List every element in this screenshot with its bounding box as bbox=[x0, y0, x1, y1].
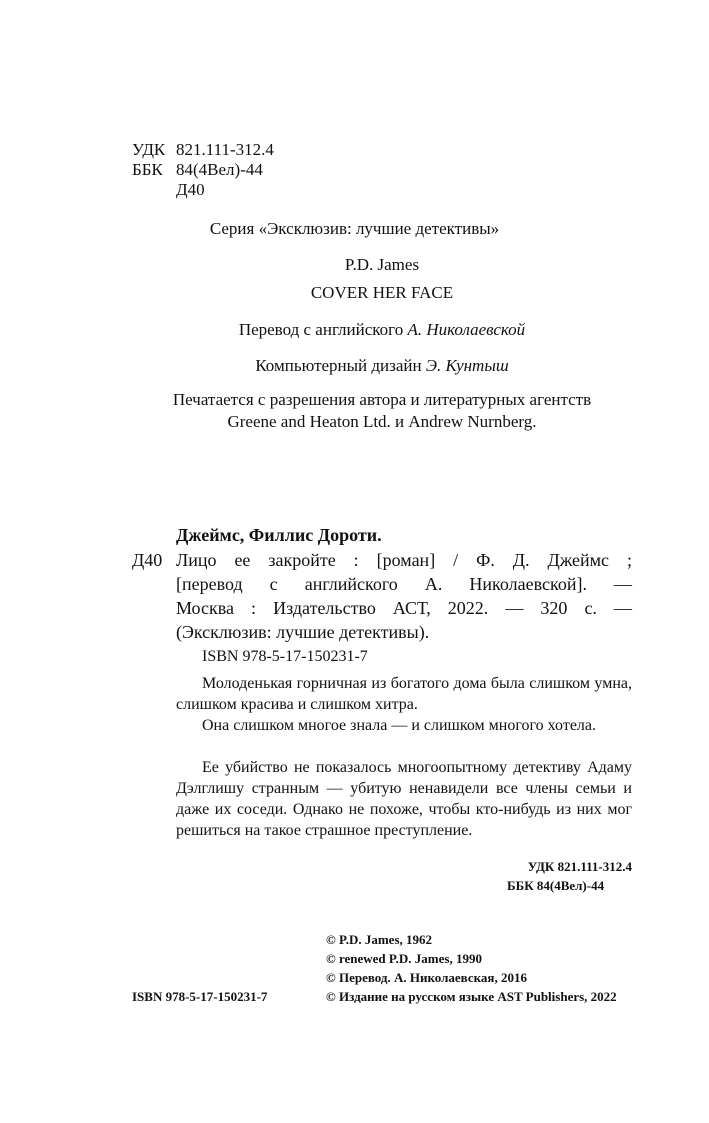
designer-name: Э. Кунтыш bbox=[425, 356, 509, 375]
original-title: COVER HER FACE bbox=[310, 283, 454, 302]
catalog-author-heading: Джеймс, Филлис Дороти. bbox=[176, 525, 382, 545]
annotation-paragraph-2: Она слишком многое знала — и слишком многого хотела. bbox=[202, 717, 597, 734]
copyright-line-3: © Перевод. А. Николаевская, 2016 bbox=[326, 970, 527, 985]
annotation-paragraph-3: Ее убийство не показалось многоопытному детективу Адаму Дэлглишу странным — убитую ненавидели все члены семьи и даже их соседи. Однако не похоже, чтобы кто-нибудь из них мог решиться на такое страшное преступление. bbox=[176, 759, 632, 839]
catalog-entry-line-4: (Эксклюзив: лучшие детективы). bbox=[176, 622, 430, 642]
bbk-label: ББК bbox=[132, 160, 163, 179]
original-author: P.D. James bbox=[344, 255, 420, 274]
translator-name: А. Николаевской bbox=[407, 320, 526, 339]
bbk-line bbox=[132, 160, 263, 180]
catalog-entry-line-1: Лицо ее закройте : [роман] / Ф. Д. Джеймс ; bbox=[176, 550, 632, 570]
udk-value: 821.111-312.4 bbox=[176, 140, 274, 159]
catalog-mark: Д40 bbox=[132, 550, 163, 570]
author-mark: Д40 bbox=[176, 180, 205, 199]
design-prefix: Компьютерный дизайн bbox=[255, 356, 422, 375]
design-line bbox=[0, 356, 709, 376]
bbk-repeat: ББК 84(4Вел)-44 bbox=[507, 878, 605, 893]
annotation-paragraph-1: Молоденькая горничная из богатого дома была слишком умна, слишком красива и слишком хитра. bbox=[176, 675, 632, 713]
permission-line-1: Печатается с разрешения автора и литературных агентств bbox=[172, 390, 592, 409]
copyright-line-2: © renewed P.D. James, 1990 bbox=[326, 951, 482, 966]
udk-label: УДК bbox=[132, 140, 166, 159]
udk-line bbox=[132, 140, 274, 160]
catalog-entry-line-3: Москва : Издательство АСТ, 2022. — 320 с. — bbox=[176, 598, 632, 618]
bbk-value: 84(4Вел)-44 bbox=[176, 160, 263, 179]
catalog-entry-line-2: [перевод с английского А. Николаевской]. — bbox=[176, 574, 632, 594]
udk-repeat: УДК 821.111-312.4 bbox=[527, 859, 632, 874]
copyright-line-4: © Издание на русском языке AST Publishers, 2022 bbox=[326, 989, 617, 1004]
copyright-line-1: © P.D. James, 1962 bbox=[326, 932, 433, 947]
series-line: Серия «Эксклюзив: лучшие детективы» bbox=[209, 219, 500, 238]
translation-prefix: Перевод с английского bbox=[238, 320, 404, 339]
catalog-isbn: ISBN 978-5-17-150231-7 bbox=[202, 648, 368, 665]
permission-line-2: Greene and Heaton Ltd. и Andrew Nurnberg. bbox=[227, 412, 537, 431]
translation-line bbox=[0, 320, 709, 340]
copyright-isbn: ISBN 978-5-17-150231-7 bbox=[132, 989, 268, 1004]
